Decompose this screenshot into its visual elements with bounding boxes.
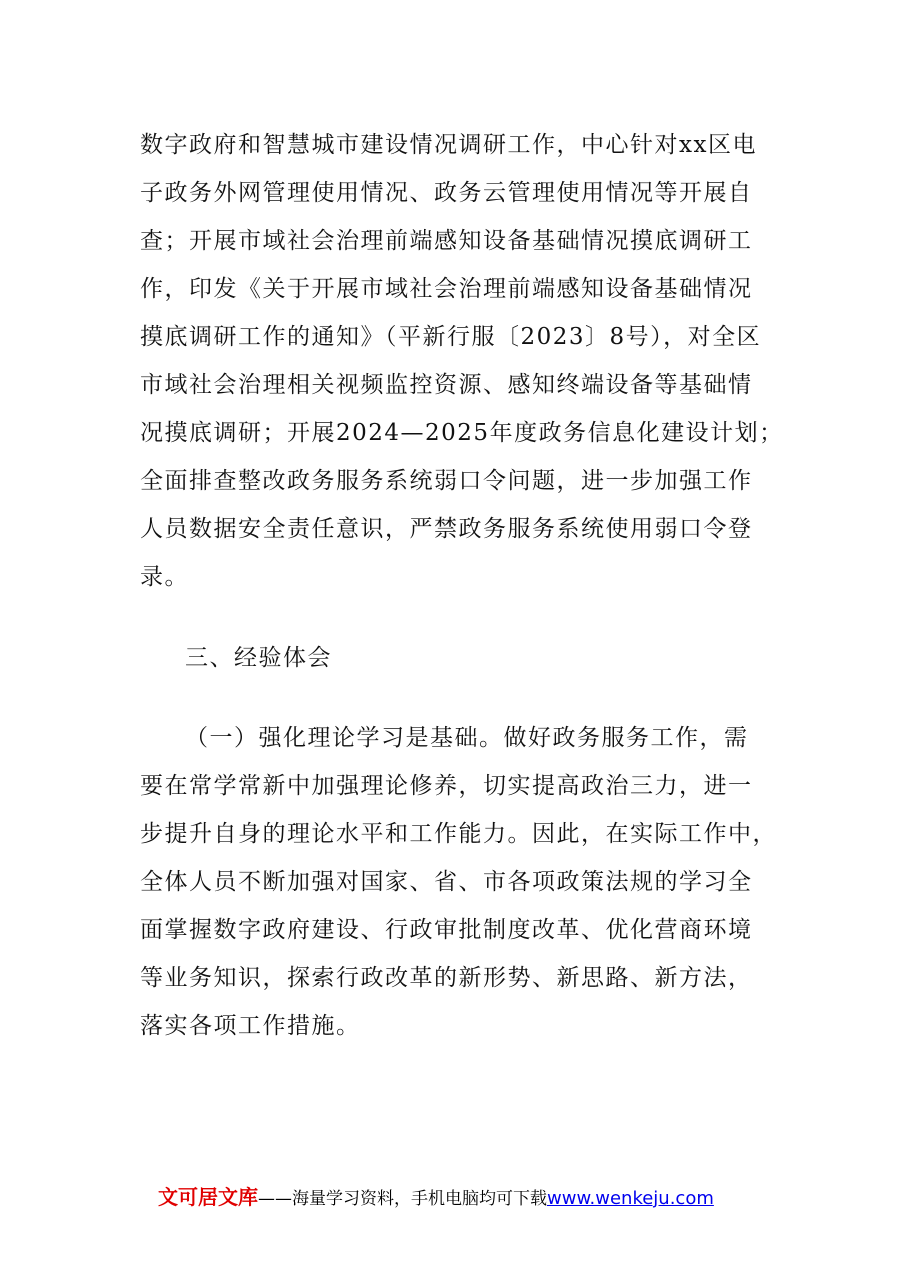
text-line: 作，印发《关于开展市域社会治理前端感知设备基础情况 <box>140 276 753 302</box>
text-line: 全体人员不断加强对国家、省、市各项政策法规的学习全 <box>140 869 753 895</box>
text-line: 人员数据安全责任意识，严禁政务服务系统使用弱口令登 <box>140 516 753 542</box>
text-line: 面掌握数字政府建设、行政审批制度改革、优化营商环境 <box>140 917 753 943</box>
text-line: 摸底调研工作的通知》（平新行服〔2023〕8号），对全区 <box>140 324 762 350</box>
text-line: 等业务知识，探索行政改革的新形势、新思路、新方法， <box>140 965 753 991</box>
text-line: 市域社会治理相关视频监控资源、感知终端设备等基础情 <box>140 372 753 398</box>
paragraph-continuation <box>140 121 784 601</box>
text-line: （一）强化理论学习是基础。做好政务服务工作，需 <box>185 725 749 751</box>
text-line: 步提升自身的理论水平和工作能力。因此，在实际工作中， <box>140 821 777 847</box>
footer-tagline: ——海量学习资料，手机电脑均可下载 <box>258 1189 547 1209</box>
text-line: 数字政府和智慧城市建设情况调研工作，中心针对xx区电 <box>140 132 757 158</box>
section-heading-text: 三、经验体会 <box>185 645 332 671</box>
text-line: 子政务外网管理使用情况、政务云管理使用情况等开展自 <box>140 180 753 206</box>
section-heading <box>140 634 770 682</box>
text-line: 要在常学常新中加强理论修养，切实提高政治三力，进一 <box>140 773 753 799</box>
text-line: 录。 <box>140 564 189 590</box>
footer-banner <box>158 1183 778 1211</box>
paragraph-experience <box>140 714 777 1050</box>
footer-website-link[interactable]: www.wenkeju.com <box>547 1188 714 1209</box>
text-line: 查；开展市域社会治理前端感知设备基础情况摸底调研工 <box>140 228 753 254</box>
text-line: 全面排查整改政务服务系统弱口令问题，进一步加强工作 <box>140 468 753 494</box>
text-line: 况摸底调研；开展2024—2025年度政务信息化建设计划； <box>140 420 784 446</box>
footer-brand: 文可居文库 <box>158 1185 258 1209</box>
text-line: 落实各项工作措施。 <box>140 1013 361 1039</box>
